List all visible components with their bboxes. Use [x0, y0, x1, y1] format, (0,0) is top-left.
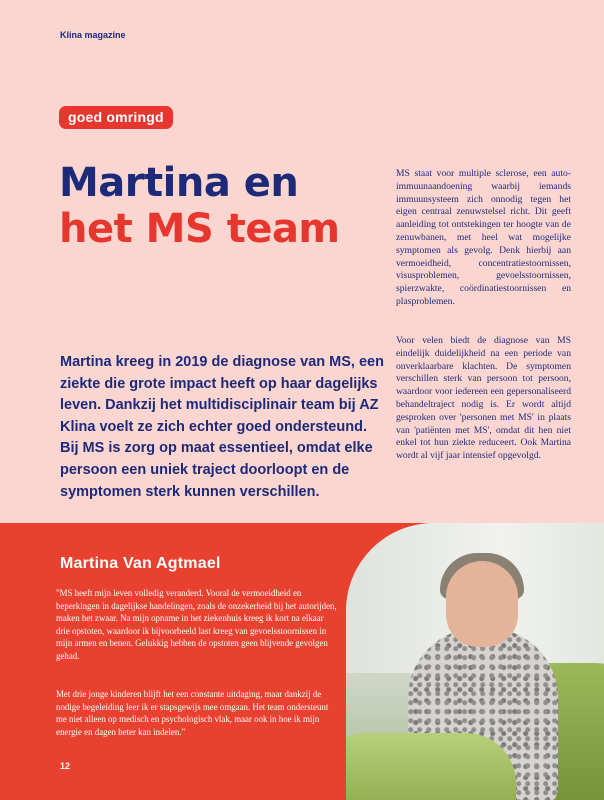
testimonial-quote-2: Met drie jonge kinderen blijft het een constante uitdaging, maar dankzij de nodige begeleiding leer ik er stapsgewijs mee omgaan. Het team ondersteunt me niet alleen op medisch en psychologisch vlak, maar ook in hoe ik mijn energie en dagen beter kan indelen." [56, 689, 329, 737]
sidebar-paragraph-2: Voor velen biedt de diagnose van MS eindelijk duidelijkheid na een periode van onverklaarbare klachten. De symptomen verschillen sterk van persoon tot persoon, waardoor voor iedereen een gepersonaliseerd behandeltraject nodig is. Er wordt altijd gesproken over 'personen met MS' in plaats van 'patiënten met MS', omdat dit hen niet enkel tot hun ziekte reduceert. Ook Martina wordt al vijf jaar intensief opgevolgd. [396, 335, 571, 462]
title-line-2: het MS team [59, 206, 340, 252]
title-line-1: Martina en [59, 160, 299, 206]
page-number: 12 [60, 761, 71, 771]
article-title [59, 160, 340, 252]
testimonial-name: Martina Van Agtmael [60, 555, 221, 572]
photo-chair-front [346, 733, 516, 800]
section-tag: goed omringd [59, 106, 173, 129]
photo-person-head [446, 561, 518, 647]
sidebar-paragraph-1: MS staat voor multiple sclerose, een auto-immuunaandoening waarbij iemands immuunsysteem zich onnodig tegen het eigen centraal zenuwstelsel richt. Dit geeft aanleiding tot ontstekingen ter hoogte van de zenuwbanen, met heel wat mogelijke symptomen als gevolg. Denk hierbij aan vermoeidheid, concentratiestoornissen, visusproblemen, gevoelsstoornissen, spierzwakte, coördinatiestoornissen en plasproblemen. [396, 168, 571, 307]
intro-paragraph: Martina kreeg in 2019 de diagnose van MS, een ziekte die grote impact heeft op haar dagelijks leven. Dankzij het multidisciplinair team bij AZ Klina voelt ze zich echter goed ondersteund. Bij MS is zorg op maat essentieel, omdat elke persoon een uniek traject doorloopt en de symptomen sterk kunnen verschillen. [60, 354, 384, 500]
testimonial-quote-1: "MS heeft mijn leven volledig veranderd. Vooral de vermoeidheid en beperkingen in dagelijkse handelingen, zoals de onzekerheid bij het autorijden, maken het zwaar. Na mijn opname in het ziekenhuis kreeg ik kort na elkaar drie opstoten, waardoor ik bijvoorbeeld last kreeg van gevoelsstoornissen in mijn armen en benen. Gelukkig hebben de opstoten geen blijvende gevolgen gehad. [56, 588, 337, 661]
magazine-label: Klina magazine [60, 30, 126, 40]
portrait-photo [346, 523, 604, 800]
